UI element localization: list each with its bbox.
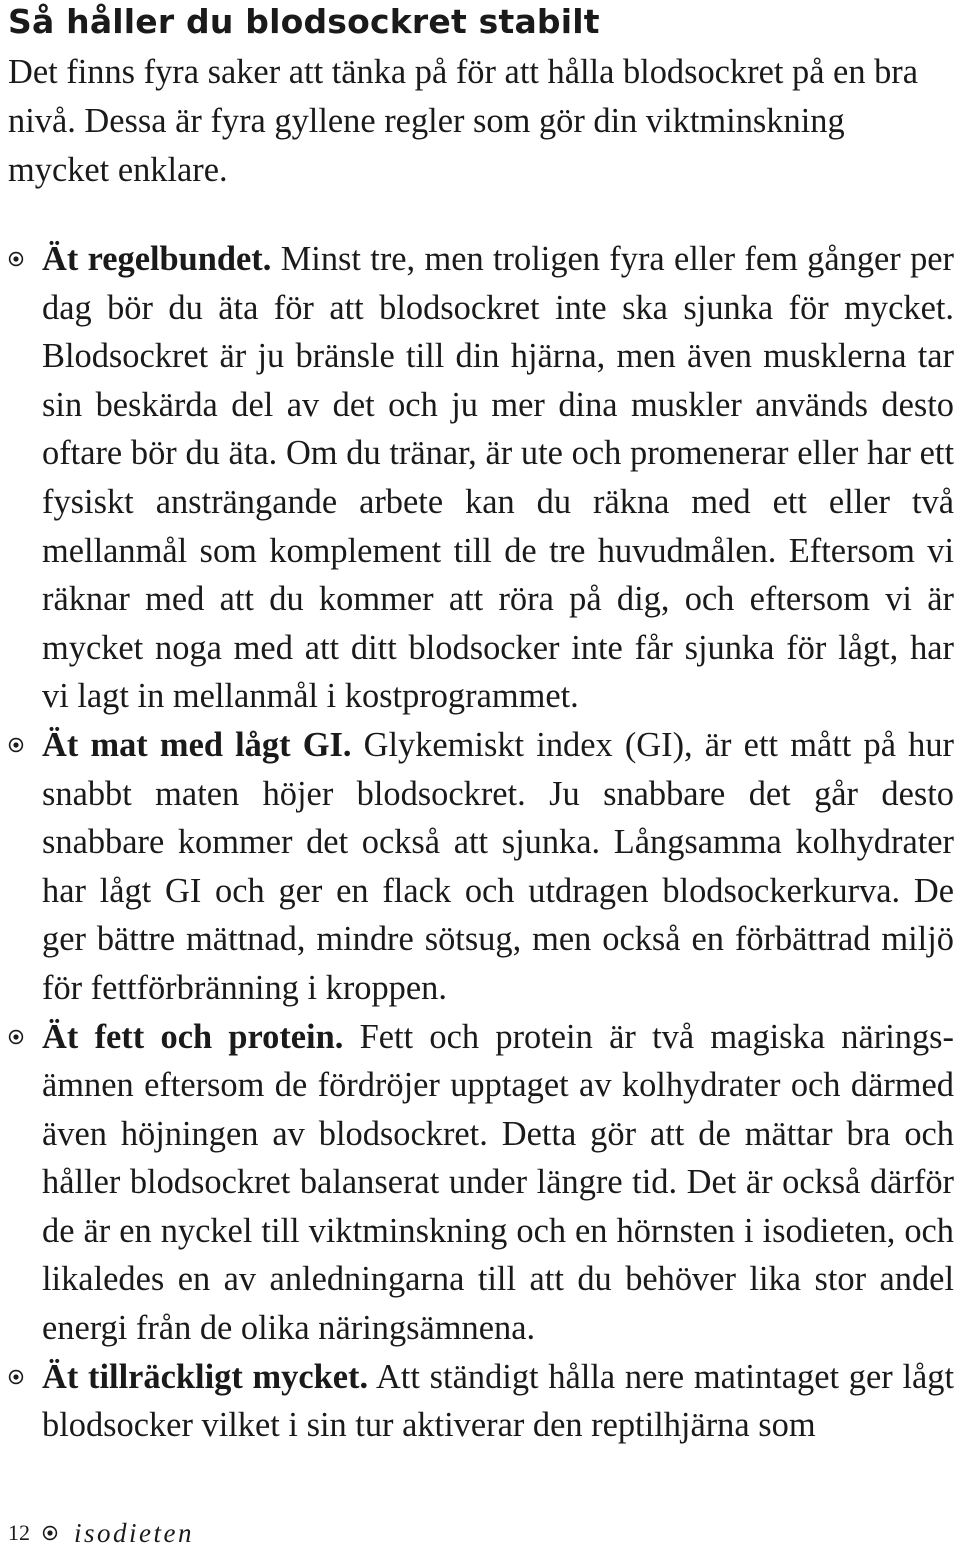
ring-bullet-icon [8,1029,24,1045]
rule-text: Glykemiskt index (GI), är ett mått på hur snabbt maten höjer blodsockret. Ju snabbare det går desto snabbare kommer det också att sjunka. Långsamma kolhydrater har lågt GI och ger en flack och utdragen blodsockerkurva. De ger bättre mättnad, mindre sötsug, men också en förbättrad miljö för fettförbränning i kroppen. [42,725,954,1007]
list-item [8,235,954,721]
rules-list [8,235,954,1450]
page-heading: Så håller du blodsockret stabilt [8,2,600,41]
ring-bullet-icon [42,1525,58,1541]
ring-bullet-icon [8,737,24,753]
page-content [8,0,954,1450]
intro-paragraph: Det finns fyra saker att tänka på för att hålla blodsockret på en bra nivå. Dessa är fyra gyllene regler som gör din viktminskning mycket enklare. [8,53,919,189]
ring-bullet-icon [8,251,24,267]
list-item [8,1353,954,1450]
ring-bullet-icon [8,1369,24,1385]
rule-title: Ät regelbundet. [42,240,272,278]
page-footer [8,1518,194,1548]
rule-title: Ät mat med lågt GI. [42,725,352,764]
list-item [8,721,954,1013]
rule-text: Fett och protein är två magiska näringsämnen eftersom de fördröjer upptaget av kolhydrater och därmed även höjningen av blodsockret. Detta gör att de mättar bra och håller blodsockret balanserat under längre tid. Det är också därför de är en nyckel till viktminskning och en hörnsten i isodieten, och likaledes en av anledningarna till att du behöver lika stor andel energi från de olika näringsämnena. [42,1017,954,1348]
list-item [8,1013,954,1353]
rule-title: Ät tillräckligt mycket. [42,1357,369,1396]
book-title: isodieten [74,1517,194,1548]
rule-text: Minst tre, men troligen fyra eller fem gånger per dag bör du äta för att blodsockret inte ska sjunka för mycket. Blodsockret är ju bränsle till din hjärna, men även musklerna tar sin beskärda del av det och ju mer dina muskler används desto oftare bör du äta. Om du tränar, är ute och promenerar eller har ett fysiskt ansträngande arbete kan du räkna med ett eller två mellanmål som komplement till de tre huvudmålen. Eftersom vi räknar med att du kommer att röra på dig, och eftersom vi är mycket noga med att ditt blodsocker inte får sjunka för lågt, har vi lagt in mellanmål i kostprogrammet. [42,240,954,716]
rule-text: Att ständigt hålla nere matintaget ger lågt blodsocker vilket i sin tur aktiverar den reptilhjärna som [42,1357,955,1445]
rule-title: Ät fett och protein. [42,1017,344,1056]
page-number: 12 [8,1520,30,1545]
